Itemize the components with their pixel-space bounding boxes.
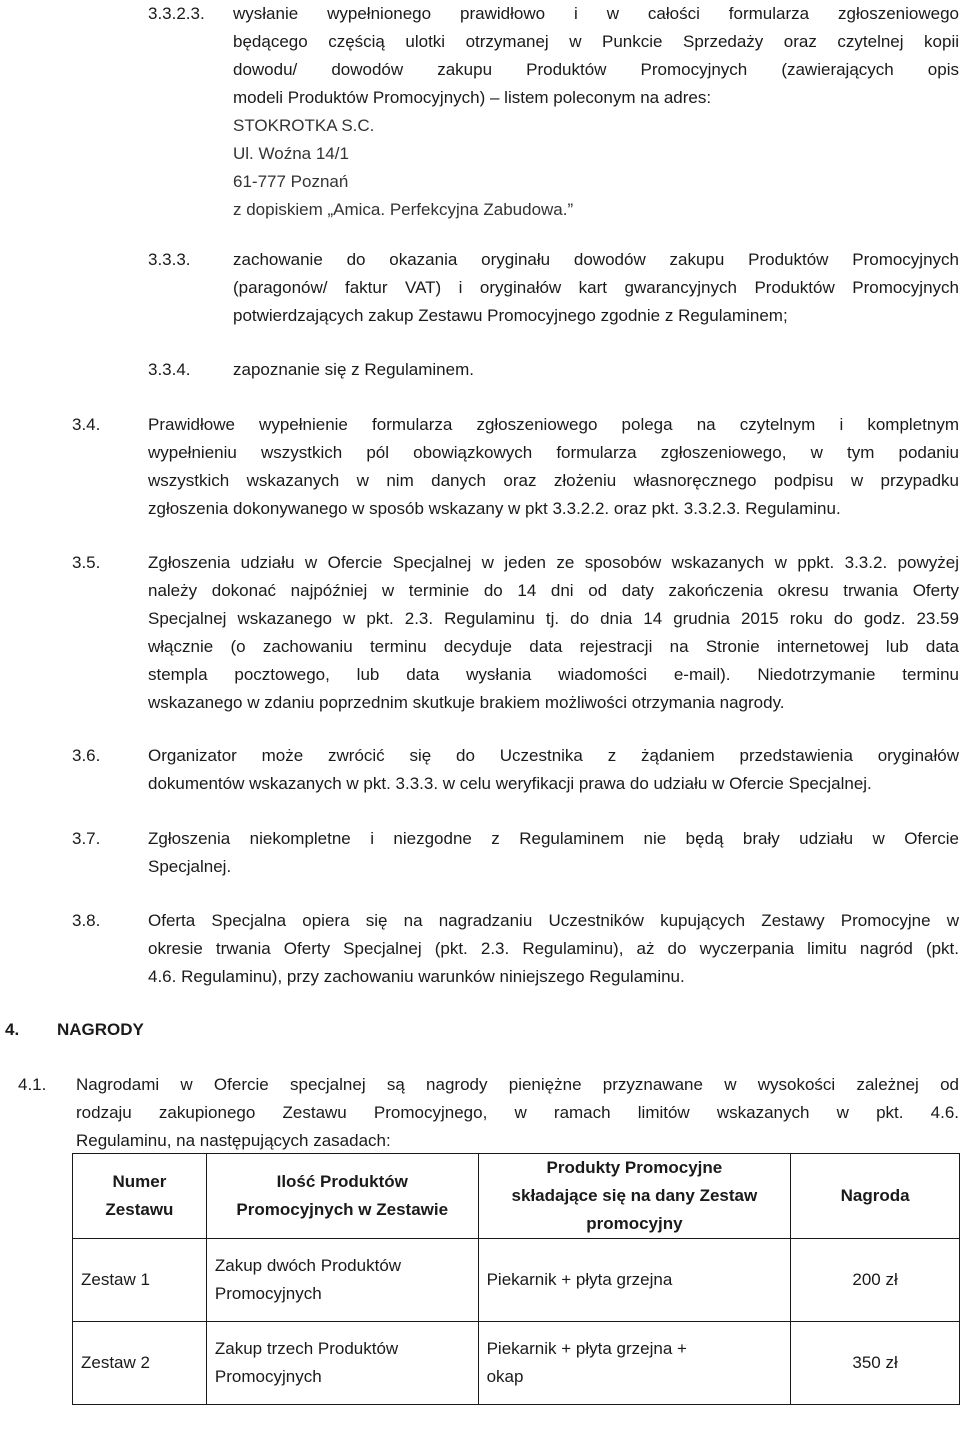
section-3-3-2-3-number bbox=[148, 0, 205, 28]
section-3-3-4-number bbox=[148, 356, 191, 384]
text-line: Nagrodami w Ofercie specjalnej są nagrody pieniężne przyznawane w wysokości zależnej od bbox=[76, 1075, 959, 1094]
address-line: z dopiskiem „Amica. Perfekcyjna Zabudowa.” bbox=[233, 200, 574, 219]
text-line: dowodu/ dowodów zakupu Produktów Promocyjnych (zawierających opis bbox=[233, 60, 959, 79]
text-line: dokumentów wskazanych w pkt. 3.3.3. w celu weryfikacji prawa do udziału w Ofercie Specjalnej. bbox=[148, 774, 872, 793]
cell-prize: 200 zł bbox=[791, 1239, 960, 1322]
text-line: zachowanie do okazania oryginału dowodów zakupu Produktów Promocyjnych bbox=[233, 250, 959, 269]
section-3-5-text bbox=[148, 549, 959, 717]
section-3-7-number bbox=[72, 825, 100, 853]
section-3-3-4-text bbox=[233, 356, 959, 384]
text-line: Specjalnej. bbox=[148, 857, 232, 876]
text-line: modeli Produktów Promocyjnych) – listem poleconym na adres: bbox=[233, 88, 712, 107]
text-line: (paragonów/ faktur VAT) i oryginałów kart gwarancyjnych Produktów Promocyjnych bbox=[233, 278, 959, 297]
address-line: 61-777 Poznań bbox=[233, 172, 349, 191]
column-header-quantity bbox=[206, 1154, 478, 1239]
table-row bbox=[73, 1322, 960, 1405]
cell-products bbox=[478, 1322, 791, 1405]
column-header-products bbox=[478, 1154, 791, 1239]
header-line: Ilość Produktów bbox=[276, 1172, 408, 1191]
number-label: 3.8. bbox=[72, 911, 101, 930]
header-line: Nagroda bbox=[840, 1186, 910, 1205]
section-3-5-number bbox=[72, 549, 100, 577]
section-heading-4-title bbox=[57, 1016, 144, 1044]
text-line: Oferta Specjalna opiera się na nagradzaniu Uczestników kupujących Zestawy Promocyjne w bbox=[148, 911, 959, 930]
cell-set-number: Zestaw 2 bbox=[73, 1322, 207, 1405]
number-label: 3.7. bbox=[72, 829, 101, 848]
prize-table bbox=[72, 1153, 960, 1405]
text-line: będącego częścią ulotki otrzymanej w Punkcie Sprzedaży oraz czytelnej kopii bbox=[233, 32, 959, 51]
number-label: 3.3.2.3. bbox=[148, 4, 205, 23]
address-line: Ul. Woźna 14/1 bbox=[233, 144, 349, 163]
header-line: Zestawu bbox=[105, 1200, 174, 1219]
number-label: 3.5. bbox=[72, 553, 101, 572]
header-line: Numer bbox=[112, 1172, 167, 1191]
cell-set-number: Zestaw 1 bbox=[73, 1239, 207, 1322]
section-3-7-text bbox=[148, 825, 959, 881]
header-line: składające się na dany Zestaw bbox=[511, 1186, 758, 1205]
text-line: wskazanego w zdaniu poprzednim skutkuje brakiem możliwości otrzymania nagrody. bbox=[148, 693, 785, 712]
text-line: rodzaju zakupionego Zestawu Promocyjnego, w ramach limitów wskazanych w pkt. 4.6. bbox=[76, 1103, 959, 1122]
text-line: włącznie (o zachowaniu terminu decyduje data rejestracji na Stronie internetowej lub data bbox=[148, 637, 959, 656]
postal-address bbox=[233, 112, 933, 224]
section-3-4-text bbox=[148, 411, 959, 523]
number-label: 3.4. bbox=[72, 415, 101, 434]
section-3-3-3-number bbox=[148, 246, 191, 274]
section-4-1-number bbox=[18, 1071, 46, 1099]
text-line: stempla pocztowego, lub data wysłania wiadomości e-mail). Niedotrzymanie terminu bbox=[148, 665, 959, 684]
cell-quantity bbox=[206, 1239, 478, 1322]
table-row bbox=[73, 1239, 960, 1322]
cell-line: okap bbox=[486, 1367, 524, 1386]
header-line: promocyjny bbox=[586, 1214, 683, 1233]
heading-number: 4. bbox=[5, 1020, 20, 1039]
text-line: Zgłoszenia udziału w Ofercie Specjalnej w jeden ze sposobów wskazanych w ppkt. 3.3.2. powyżej bbox=[148, 553, 959, 572]
section-3-6-number bbox=[72, 742, 100, 770]
section-3-8-text bbox=[148, 907, 959, 991]
text-line: potwierdzających zakup Zestawu Promocyjnego zgodnie z Regulaminem; bbox=[233, 306, 788, 325]
text-line: wypełnieniu wszystkich pól obowiązkowych formularza zgłoszeniowego, w tym podaniu bbox=[148, 443, 959, 462]
section-3-8-number bbox=[72, 907, 100, 935]
address-line: STOKROTKA S.C. bbox=[233, 116, 375, 135]
cell-line: Promocyjnych bbox=[214, 1367, 322, 1386]
cell-prize: 350 zł bbox=[791, 1322, 960, 1405]
section-heading-4 bbox=[5, 1016, 19, 1044]
text-line: należy dokonać najpóźniej w terminie do 14 dni od daty zakończenia okresu trwania Oferty bbox=[148, 581, 959, 600]
number-label: 3.6. bbox=[72, 746, 101, 765]
text-line: Organizator może zwrócić się do Uczestnika z żądaniem przedstawienia oryginałów bbox=[148, 746, 959, 765]
text-line: wszystkich wskazanych w nim danych oraz złożeniu własnoręcznego podpisu w przypadku bbox=[148, 471, 959, 490]
column-header-set-number bbox=[73, 1154, 207, 1239]
heading-title: NAGRODY bbox=[57, 1020, 144, 1039]
text-line: Prawidłowe wypełnienie formularza zgłoszeniowego polega na czytelnym i kompletnym bbox=[148, 415, 959, 434]
cell-line: Promocyjnych bbox=[214, 1284, 322, 1303]
text-line: zgłoszenia dokonywanego w sposób wskazany w pkt 3.3.2.2. oraz pkt. 3.3.2.3. Regulaminu. bbox=[148, 499, 841, 518]
header-line: Promocyjnych w Zestawie bbox=[236, 1200, 449, 1219]
cell-line: Piekarnik + płyta grzejna bbox=[486, 1270, 673, 1289]
text-line: 4.6. Regulaminu), przy zachowaniu warunków niniejszego Regulaminu. bbox=[148, 967, 685, 986]
cell-line: Zakup dwóch Produktów bbox=[214, 1256, 402, 1275]
section-4-1-text bbox=[76, 1071, 959, 1155]
section-3-6-text bbox=[148, 742, 959, 798]
text-line: zapoznanie się z Regulaminem. bbox=[233, 360, 474, 379]
number-label: 3.3.4. bbox=[148, 360, 191, 379]
section-3-4-number bbox=[72, 411, 100, 439]
cell-line: Piekarnik + płyta grzejna + bbox=[486, 1339, 687, 1358]
number-label: 3.3.3. bbox=[148, 250, 191, 269]
text-line: Specjalnej wskazanego w pkt. 2.3. Regulaminu tj. do dnia 14 grudnia 2015 roku do godz. 23.59 bbox=[148, 609, 959, 628]
cell-products bbox=[478, 1239, 791, 1322]
cell-line: Zakup trzech Produktów bbox=[214, 1339, 399, 1358]
section-3-3-2-3-text bbox=[233, 0, 959, 112]
table-header-row bbox=[73, 1154, 960, 1239]
number-label: 4.1. bbox=[18, 1075, 47, 1094]
text-line: wysłanie wypełnionego prawidłowo i w całości formularza zgłoszeniowego bbox=[233, 4, 959, 23]
header-line: Produkty Promocyjne bbox=[546, 1158, 723, 1177]
column-header-prize bbox=[791, 1154, 960, 1239]
text-line: Regulaminu, na następujących zasadach: bbox=[76, 1131, 391, 1150]
text-line: Zgłoszenia niekompletne i niezgodne z Regulaminem nie będą brały udziału w Ofercie bbox=[148, 829, 959, 848]
cell-quantity bbox=[206, 1322, 478, 1405]
text-line: okresie trwania Oferty Specjalnej (pkt. 2.3. Regulaminu), aż do wyczerpania limitu nagród (pkt. bbox=[148, 939, 959, 958]
section-3-3-3-text bbox=[233, 246, 959, 330]
